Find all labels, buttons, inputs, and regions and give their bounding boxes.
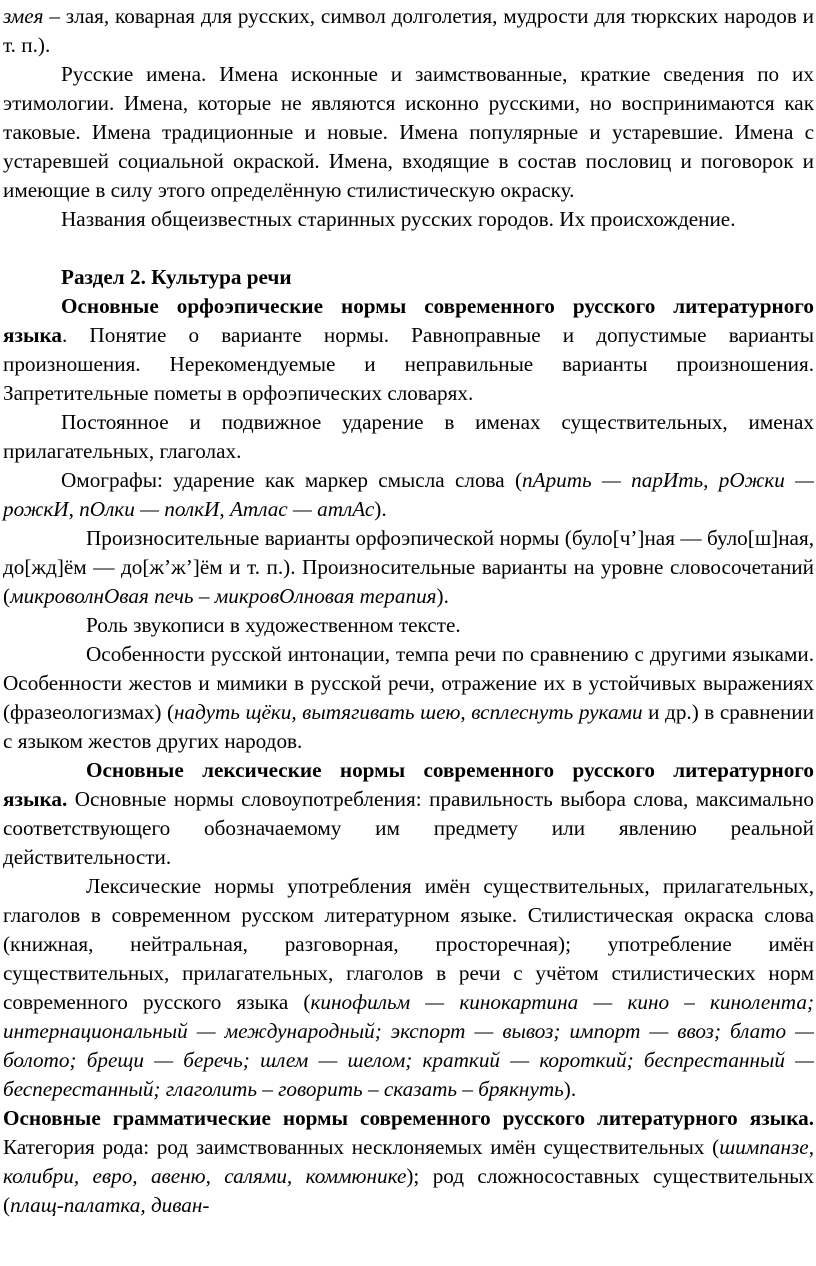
snake-description: – злая, коварная для русских, символ долголетия, мудрости для тюркских народов и т. п.).: [3, 4, 814, 57]
intonation-examples: надуть щёки, вытягивать шею, всплеснуть руками: [174, 700, 643, 724]
paragraph-stress: Постоянное и подвижное ударение в именах существительных, именах прилагательных, глаголах.: [3, 410, 814, 463]
paragraph-snake: [3, 2, 814, 60]
intonation-end: и др.) в сравнении с языком жестов других народов.: [3, 700, 814, 753]
grammar-examples-2: плащ-палатка, диван-: [10, 1193, 210, 1217]
paragraph-intonation: [3, 640, 814, 756]
orthoepic-title: Основные орфоэпические нормы современного русского литературного языка: [3, 294, 814, 347]
paragraph-orthoepic-norms: [3, 292, 814, 408]
paragraph-lexical-norms: [3, 756, 814, 872]
grammar-text-2: ); род сложносоставных существительных (: [3, 1164, 814, 1217]
variants-examples: микроволнОвая печь – микровОлновая терапия: [10, 584, 437, 608]
orthoepic-text: . Понятие о варианте нормы. Равноправные и допустимые варианты произношения. Нерекомендуемые и неправильные варианты произношения. Запретительные пометы в орфоэпических словарях.: [3, 323, 814, 405]
variants-end: ).: [436, 584, 449, 608]
intonation-text: Особенности русской интонации, темпа речи по сравнению с другими языками. Особенности жестов и мимики в русской речи, отражение их в устойчивых выражениях (фразеологизмах) (: [3, 642, 814, 724]
lexical-title: Основные лексические нормы современного русского литературного языка.: [3, 758, 814, 811]
section-heading: Раздел 2. Культура речи: [61, 265, 292, 289]
grammar-examples: шимпанзе, колибри, евро, авеню, салями, коммюнике: [3, 1135, 814, 1188]
term-snake: змея: [3, 4, 44, 28]
grammar-title: Основные грамматические нормы современного русского литературного языка.: [3, 1106, 814, 1130]
paragraph-sound-writing: Роль звукописи в художественном тексте.: [86, 613, 461, 637]
paragraph-pronunciation-variants: [3, 524, 814, 611]
lexnorms-text: Лексические нормы употребления имён существительных, прилагательных, глаголов в современном русском литературном языке. Стилистическая окраска слова (книжная, нейтральная, разговорная, просторечная); употребление имён существительных, прилагательных, глаголов в речи с учётом стилистических норм современного русского языка (: [3, 874, 814, 1014]
homographs-text: Омографы: ударение как маркер смысла слова (: [61, 468, 523, 492]
homographs-end: ).: [374, 497, 387, 521]
homographs-examples: пАрить — парИть, рОжки — рожкИ, пОлки — полкИ, Атлас — атлАс: [3, 468, 814, 521]
lexnorms-examples: кинофильм — кинокартина — кино – кинолента; интернациональный — международный; экспорт — вывоз; импорт — ввоз; блато — болото; брещи — беречь; шлем — шелом; краткий — короткий; беспрестанный — бесперестанный; глаголить – говорить – сказать – брякнуть: [3, 990, 814, 1101]
paragraph-homographs: [3, 466, 814, 524]
lexnorms-end: ).: [563, 1077, 577, 1101]
grammar-text: Категория рода: род заимствованных несклоняемых имён существительных (: [3, 1135, 720, 1159]
lexical-text: Основные нормы словоупотребления: правильность выбора слова, максимально соответствующего обозначаемому им предмету или явлению реальной действительности.: [3, 787, 814, 869]
variants-text: Произносительные варианты орфоэпической нормы (було[ч’]ная — було[ш]ная, до[жд]ём — до[ж’ж’]ём и т. п.). Произносительные варианты на уровне словосочетаний (: [3, 526, 814, 608]
paragraph-city-names: Названия общеизвестных старинных русских городов. Их происхождение.: [61, 207, 736, 231]
paragraph-russian-names: Русские имена. Имена исконные и заимствованные, краткие сведения по их этимологии. Имена, которые не являются исконно русскими, но воспринимаются как таковые. Имена традиционные и новые. Имена популярные и устаревшие. Имена с устаревшей социальной окраской. Имена, входящие в состав пословиц и поговорок и имеющие в силу этого определённую стилистическую окраску.: [3, 62, 814, 202]
paragraph-grammar-norms: [3, 1104, 814, 1220]
paragraph-lexical-usage: [3, 872, 814, 1104]
